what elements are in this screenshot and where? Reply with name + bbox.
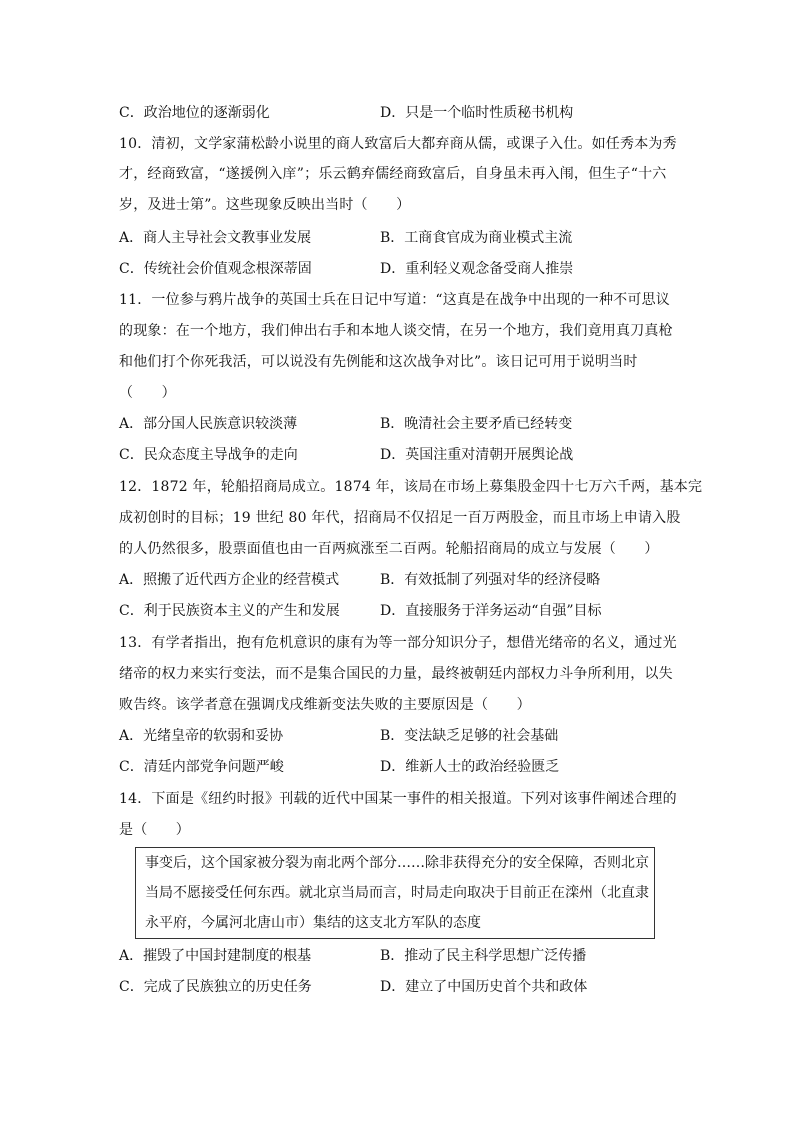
q10-stem-line-3: 岁，及进士第”。这些现象反映出当时（ ） (119, 197, 411, 213)
q13-option-d[interactable]: D．维新人士的政治经验匮乏 (380, 759, 560, 775)
q14-option-a[interactable]: A．摧毁了中国封建制度的根基 (119, 948, 312, 964)
q14-quote-line-3: 永平府，今属河北唐山市）集结的这支北方军队的态度 (145, 915, 481, 931)
q11-option-c[interactable]: C．民众态度主导战争的走向 (119, 447, 298, 463)
q11-stem-line-1: 11．一位参与鸦片战争的英国士兵在日记中写道：“这真是在战争中出现的一种不可思议 (119, 292, 670, 308)
q10-stem-line-1: 10．清初，文学家蒲松龄小说里的商人致富后大都弃商从儒，或课子入仕。如任秀本为秀 (119, 136, 677, 152)
q10-stem-line-2: 才，经商致富，“遂援例入庠”；乐云鹤弃儒经商致富后，自身虽未再入闱，但生子“十六 (119, 166, 667, 182)
q11-option-b[interactable]: B．晚清社会主要矛盾已经转变 (380, 416, 573, 432)
q14-stem-line-1: 14．下面是《纽约时报》刊载的近代中国某一事件的相关报道。下列对该事件阐述合理的 (119, 791, 677, 807)
q12-stem-line-3: 的人仍然很多，股票面值也由一百两疯涨至二百两。轮船招商局的成立与发展（ ） (119, 541, 659, 557)
q10-option-b[interactable]: B．工商食官成为商业模式主流 (380, 230, 573, 246)
q11-option-d[interactable]: D．英国注重对清朝开展舆论战 (380, 447, 574, 463)
q12-option-c[interactable]: C．利于民族资本主义的产生和发展 (119, 603, 340, 619)
q14-quote-line-2: 当局不愿接受任何东西。就北京当局而言，时局走向取决于目前正在滦州（北直隶 (145, 885, 649, 901)
q13-stem-line-1: 13．有学者指出，抱有危机意识的康有为等一部分知识分子，想借光绪帝的名义，通过光 (119, 635, 677, 651)
q13-stem-line-2: 绪帝的权力来实行变法，而不是集合国民的力量，最终被朝廷内部权力斗争所利用，以失 (119, 666, 673, 682)
q9-option-d[interactable]: D．只是一个临时性质秘书机构 (380, 105, 574, 121)
q11-stem-line-2: 的现象：在一个地方，我们伸出右手和本地人谈交情，在另一个地方，我们竟用真刀真枪 (119, 323, 673, 339)
q14-option-b[interactable]: B．推动了民主科学思想广泛传播 (380, 948, 587, 964)
q12-stem-line-1: 12．1872 年，轮船招商局成立。1874 年，该局在市场上募集股金四十七万六千两，基本完 (119, 479, 703, 495)
q11-stem-line-3: 和他们打个你死我活，可以说没有先例能和这次战争对比”。该日记可用于说明当时 (119, 354, 638, 370)
q11-stem-line-4: （ ） (119, 385, 176, 401)
q9-option-c[interactable]: C．政治地位的逐渐弱化 (119, 105, 270, 121)
q12-option-d[interactable]: D．直接服务于洋务运动“自强”目标 (380, 603, 602, 619)
q10-option-d[interactable]: D．重利轻义观念备受商人推崇 (380, 261, 574, 277)
q14-stem-line-2: 是（ ） (119, 822, 190, 838)
q13-stem-line-3: 败告终。该学者意在强调戊戌维新变法失败的主要原因是（ ） (119, 697, 531, 713)
q10-option-a[interactable]: A．商人主导社会文教事业发展 (119, 230, 312, 246)
q14-quote-box (135, 847, 655, 939)
q13-option-b[interactable]: B．变法缺乏足够的社会基础 (380, 728, 559, 744)
q10-option-c[interactable]: C．传统社会价值观念根深蒂固 (119, 261, 312, 277)
q13-option-a[interactable]: A．光绪皇帝的软弱和妥协 (119, 728, 284, 744)
q12-option-b[interactable]: B．有效抵制了列强对华的经济侵略 (380, 572, 601, 588)
q14-option-c[interactable]: C．完成了民族独立的历史任务 (119, 979, 312, 995)
q12-option-a[interactable]: A．照搬了近代西方企业的经营模式 (119, 572, 340, 588)
q12-stem-line-2: 成初创时的目标；19 世纪 80 年代，招商局不仅招足一百万两股金，而且市场上申请入股 (119, 510, 681, 526)
q14-option-d[interactable]: D．建立了中国历史首个共和政体 (380, 979, 588, 995)
q13-option-c[interactable]: C．清廷内部党争问题严峻 (119, 759, 284, 775)
q14-quote-line-1: 事变后，这个国家被分裂为南北两个部分……除非获得充分的安全保障，否则北京 (145, 855, 649, 871)
q11-option-a[interactable]: A．部分国人民族意识较淡薄 (119, 416, 298, 432)
